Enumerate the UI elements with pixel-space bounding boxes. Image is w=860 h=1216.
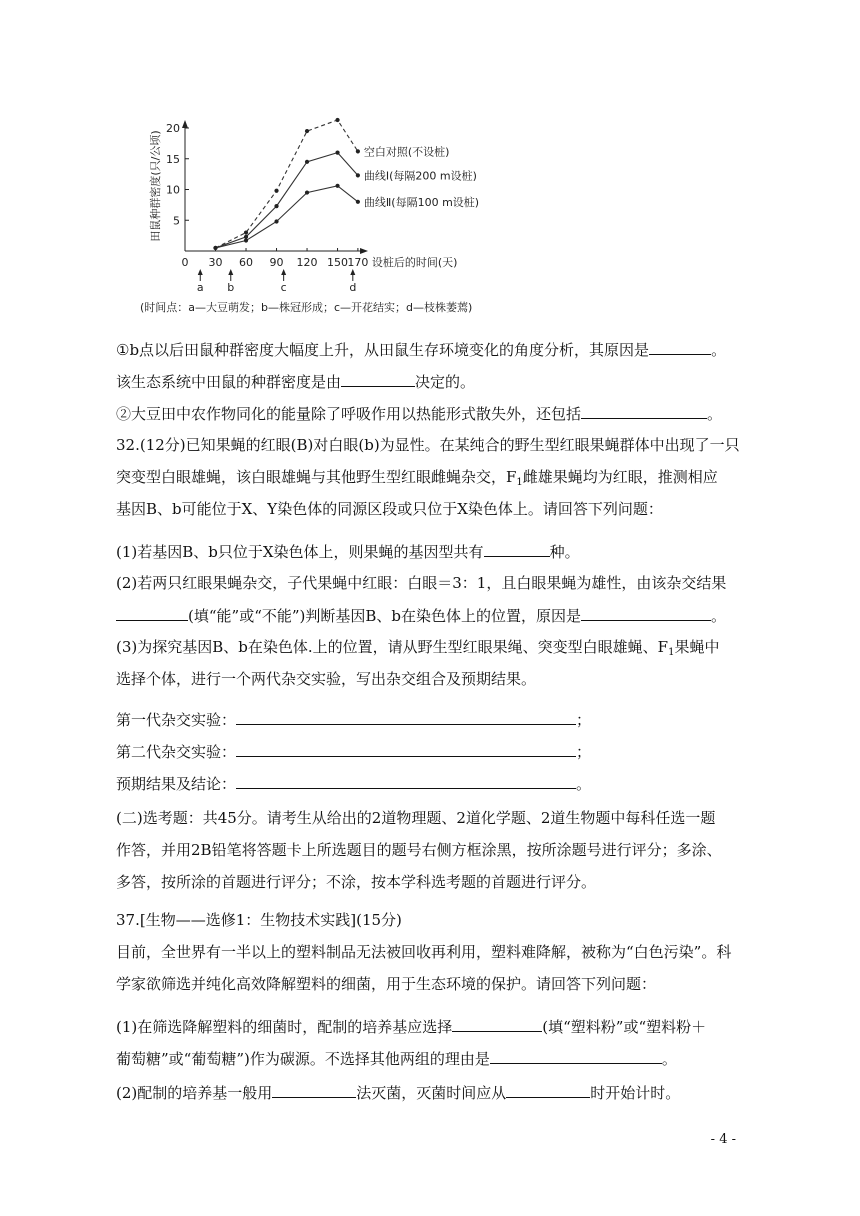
answer-blank[interactable] <box>116 605 188 621</box>
data-point <box>244 235 248 239</box>
answer-blank[interactable] <box>272 1082 356 1098</box>
answer-blank[interactable] <box>506 1082 590 1098</box>
data-point <box>305 190 309 194</box>
s1-line: (1)若基因B、b只位于X染色体上，则果蝇的基因型共有 种。 <box>116 543 580 561</box>
answer-blank[interactable] <box>581 605 711 621</box>
data-point <box>356 173 360 177</box>
selective-line-c: 多答，按所涂的首题进行评分；不涂，按本学科选考题的首题进行评分。 <box>116 873 597 891</box>
q1-line-b: 该生态系统中田鼠的种群密度是由 决定的。 <box>116 373 476 391</box>
marker-arrowhead <box>228 269 233 275</box>
exp2-line: 第二代杂交实验： ； <box>116 743 592 761</box>
x-tick-label: 0 <box>181 256 189 269</box>
q2-line: ②大豆田中农作物同化的能量除了呼吸作用以热能形式散失外，还包括 。 <box>116 405 723 423</box>
y-axis-label: 田鼠种群密度(只/公顷) <box>149 130 162 242</box>
data-point <box>244 230 248 234</box>
series-label: 空白对照(不设桩) <box>363 145 450 159</box>
data-point <box>305 160 309 164</box>
y-tick-label: 15 <box>166 152 180 166</box>
answer-blank[interactable] <box>490 1048 662 1064</box>
data-point <box>274 204 278 208</box>
answer-blank[interactable] <box>581 403 707 419</box>
series-line <box>216 153 358 248</box>
p37-2-line: (2)配制的培养基一般用 法灭菌，灭菌时间应从 时开始计时。 <box>116 1084 681 1102</box>
marker-label: b <box>227 281 235 294</box>
time-point-note: (时间点：a—大豆萌发；b—株冠形成；c—开花结实；d—枝株萎蔫) <box>140 301 473 314</box>
marker-arrowhead <box>198 269 203 275</box>
series-line <box>216 120 358 248</box>
data-point <box>274 189 278 193</box>
y-axis-arrow <box>182 120 188 128</box>
answer-blank[interactable] <box>236 709 576 725</box>
data-point <box>356 149 360 153</box>
s2-line-b: (填“能”或“不能”)判断基因B、b在染色体上的位置，原因是 。 <box>116 605 736 626</box>
series-line <box>216 186 358 248</box>
s2-line-a: (2)若两只红眼果蝇杂交，子代果蝇中红眼：白眼＝3：1，且白眼果蝇为雄性，由该杂交结果 <box>116 574 727 592</box>
data-point <box>213 246 217 250</box>
selective-line-b: 作答，并用2B铅笔将答题卡上所选题目的题号右侧方框涂黑，按所涂题号进行评分；多涂、 <box>116 841 722 859</box>
page-number: - 4 - <box>710 1132 736 1147</box>
chart-svg <box>140 108 580 320</box>
q1-line-a: ①b点以后田鼠种群密度大幅度上升，从田鼠生存环境变化的角度分析，其原因是 。 <box>116 341 727 359</box>
answer-blank[interactable] <box>649 339 711 355</box>
data-point <box>335 184 339 188</box>
data-point <box>335 118 339 122</box>
marker-arrowhead <box>281 269 286 275</box>
x-tick-label: 60 <box>239 256 254 269</box>
answer-blank[interactable] <box>236 773 576 789</box>
x-axis-label: 设桩后的时间(天) <box>371 256 458 269</box>
rodent-density-chart <box>140 108 580 320</box>
marker-label: d <box>349 281 357 294</box>
marker-label: c <box>280 281 287 294</box>
y-tick-label: 10 <box>166 183 180 197</box>
answer-blank[interactable] <box>452 1016 542 1032</box>
x-tick-label: 170 <box>347 256 369 269</box>
answer-blank[interactable] <box>236 741 576 757</box>
x-tick-label: 90 <box>269 256 284 269</box>
p32-line-b: 突变型白眼雄蝇，该白眼雄蝇与其他野生型红眼雌蝇杂交，$F_1$雌雄果蝇均为红眼，推测相应 <box>116 468 718 488</box>
x-axis-arrow <box>360 248 368 254</box>
data-point <box>356 200 360 204</box>
x-tick-label: 150 <box>327 256 349 269</box>
selective-line-a: (二)选考题：共45分。请考生从给出的2道物理题、2道化学题、2道生物题中每科任选一题 <box>116 809 716 827</box>
s3-line-a: (3)为探究基因B、b在染色体.上的位置，请从野生型红眼果绳、突变型白眼雄蝇、$F_1$果蝇中 <box>116 638 720 658</box>
p37-1-line-a: (1)在筛选降解塑料的细菌时，配制的培养基应选择 (填“塑料粉”或“塑料粉＋ <box>116 1018 707 1036</box>
p32-line-c: 基因B、b可能位于X、Y染色体的同源区段或只位于X染色体上。请回答下列问题： <box>116 500 663 518</box>
series-label: 曲线Ⅰ(每隔200 m设桩) <box>363 169 477 183</box>
data-point <box>305 129 309 133</box>
y-tick-label: 5 <box>173 214 180 228</box>
x-tick-label: 120 <box>296 256 318 269</box>
marker-label: a <box>196 281 204 294</box>
answer-blank[interactable] <box>484 541 550 557</box>
answer-blank[interactable] <box>341 371 415 387</box>
x-tick-label: 30 <box>208 256 223 269</box>
exp1-line: 第一代杂交实验： ； <box>116 711 592 729</box>
p37-line-a: 目前，全世界有一半以上的塑料制品无法被回收再利用，塑料难降解，被称为“白色污染”。科 <box>116 943 732 961</box>
p37-1-line-b: 葡萄糖”或“葡萄糖”)作为碳源。不选择其他两组的理由是 。 <box>116 1050 677 1068</box>
series-label: 曲线Ⅱ(每隔100 m设桩) <box>363 195 480 209</box>
p37-line-b: 学家欲筛选并纯化高效降解塑料的细菌，用于生态环境的保护。请回答下列问题： <box>116 975 657 993</box>
exp3-line: 预期结果及结论： 。 <box>116 775 592 793</box>
data-point <box>274 219 278 223</box>
data-point <box>335 151 339 155</box>
marker-arrowhead <box>350 269 355 275</box>
p37-title: 37.[生物——选修1：生物技术实践](15分) <box>116 911 402 929</box>
s3-line-b: 选择个体，进行一个两代杂交实验，写出杂交组合及预期结果。 <box>116 670 537 688</box>
p32-line-a: 32.(12分)已知果蝇的红眼(B)对白眼(b)为显性。在某纯合的野生型红眼果蝇群体中出现了一只 <box>116 436 740 454</box>
data-point <box>244 238 248 242</box>
y-tick-label: 20 <box>166 122 180 135</box>
